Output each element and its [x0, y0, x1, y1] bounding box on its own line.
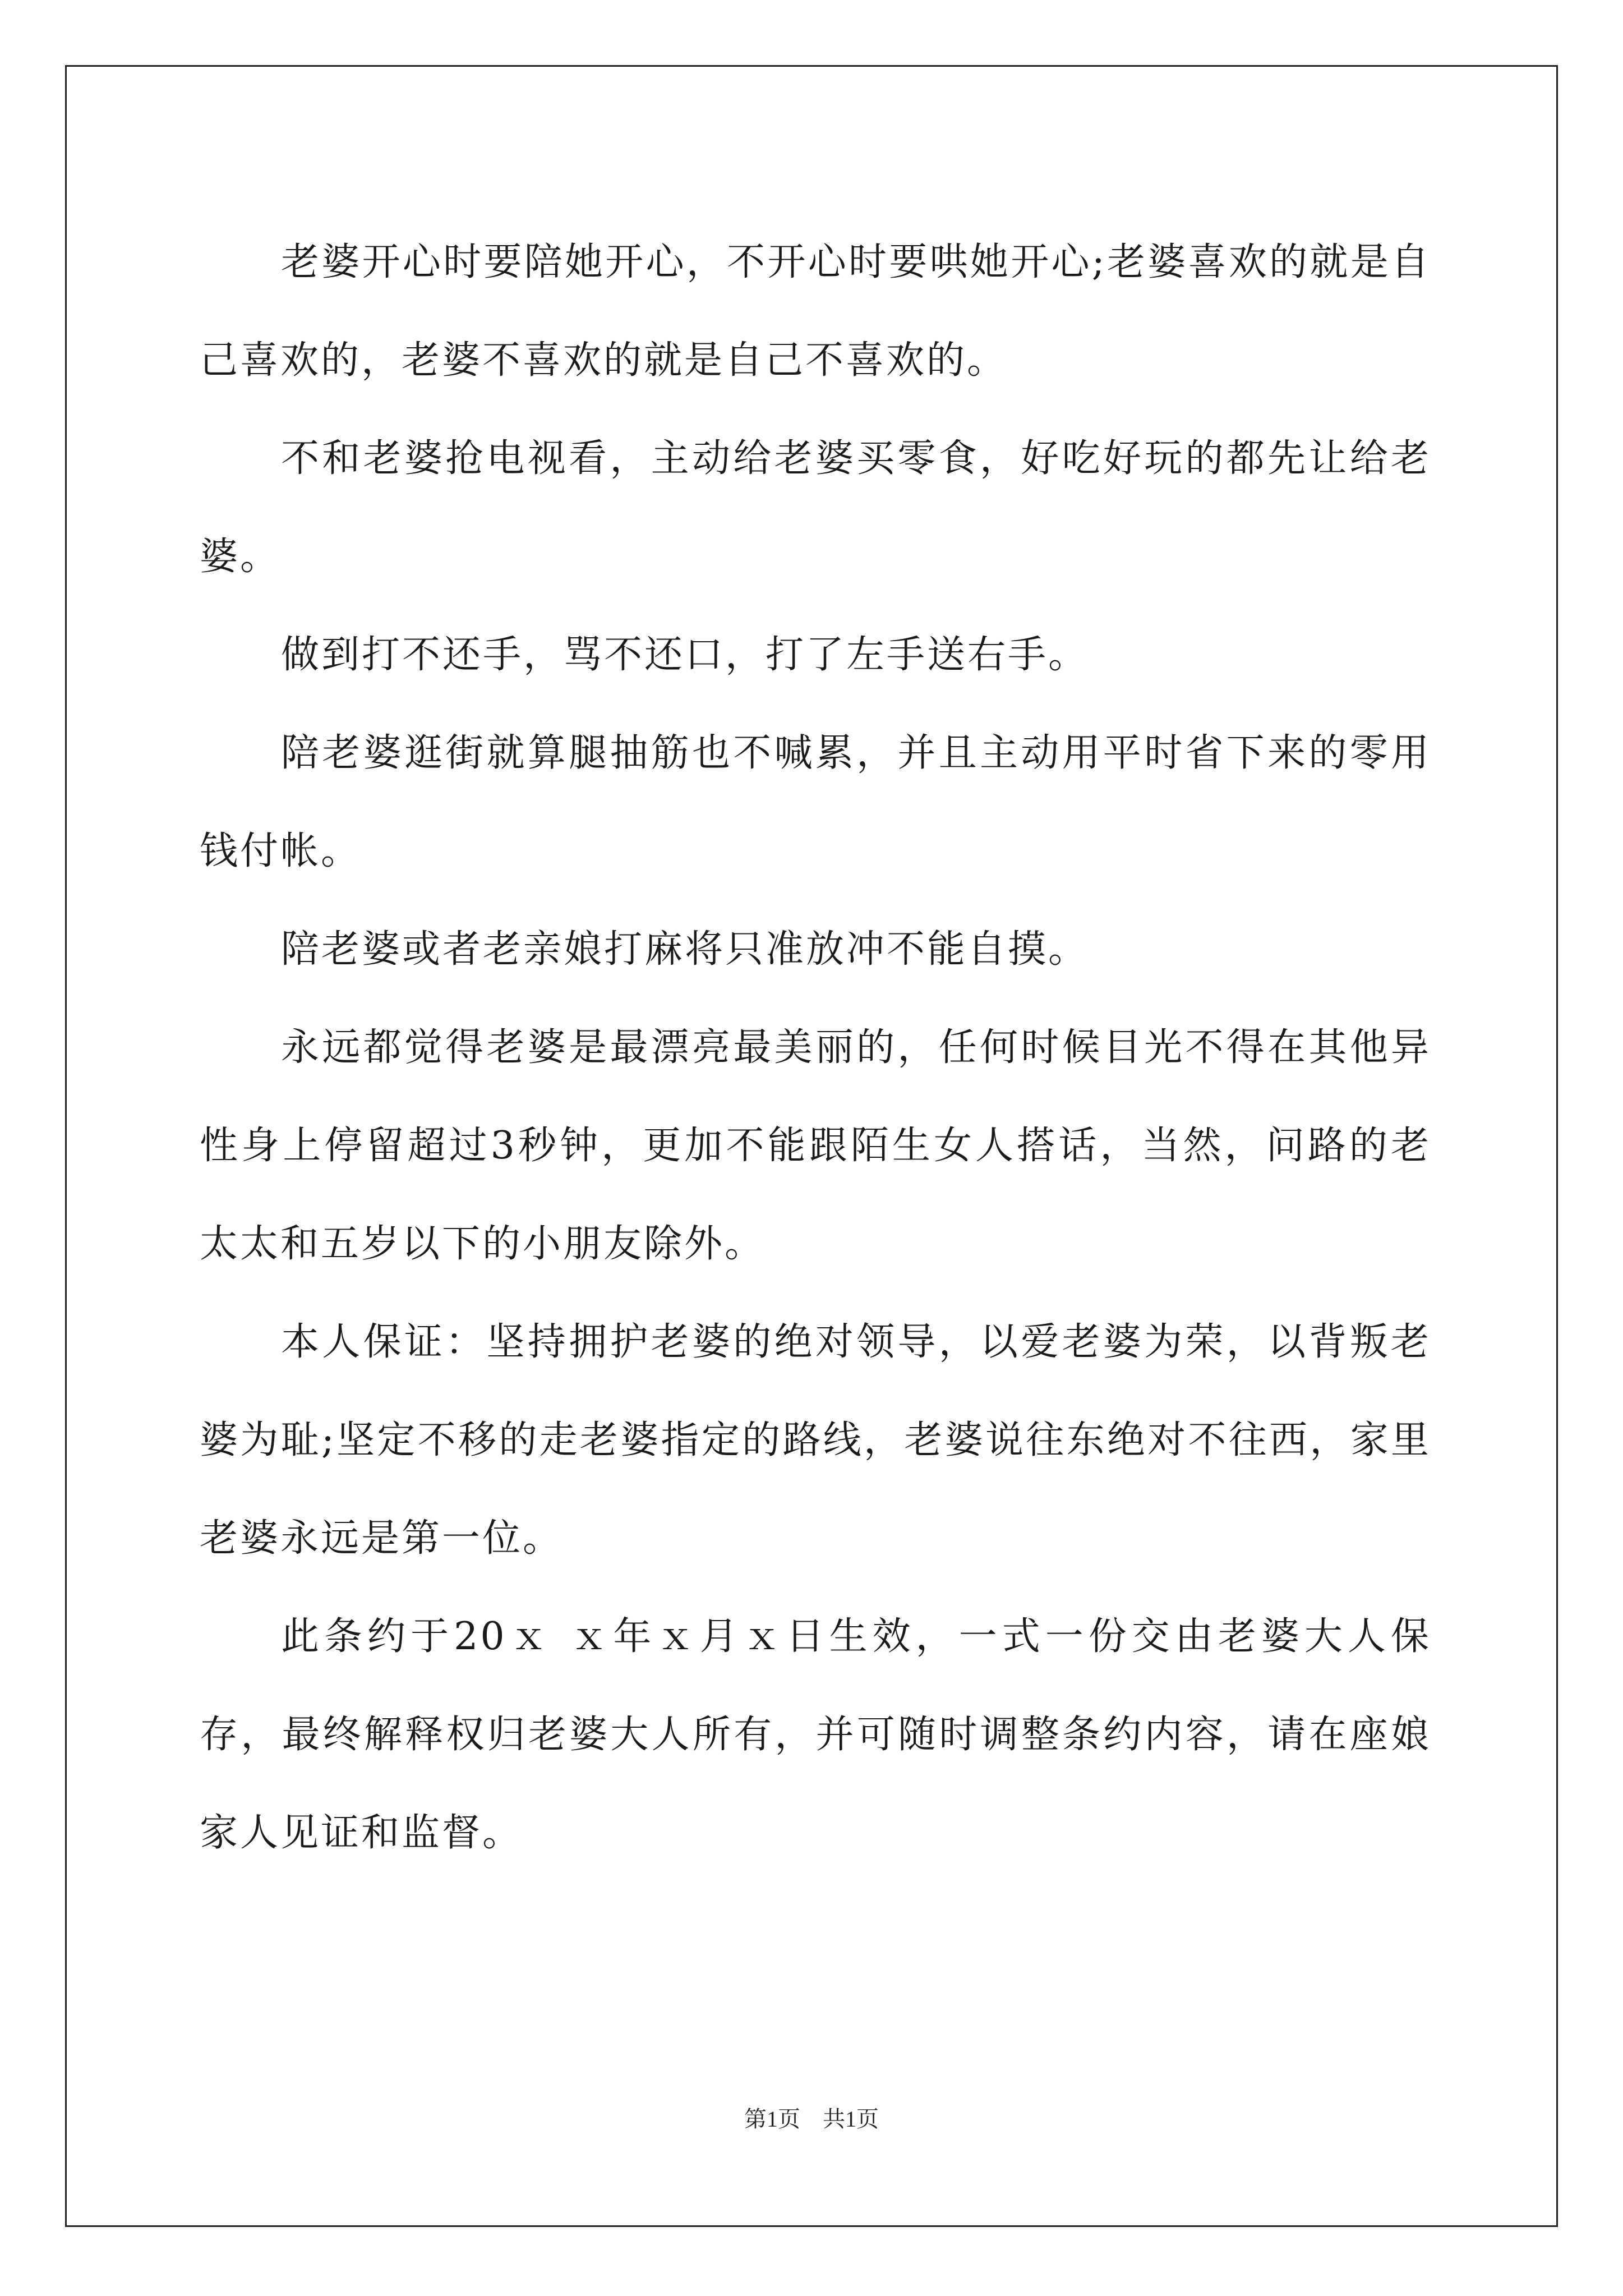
paragraph: 永远都觉得老婆是最漂亮最美丽的，任何时候目光不得在其他异性身上停留超过3秒钟，更加不能跟陌生女人搭话，当然，问路的老太太和五岁以下的小朋友除外。: [200, 1025, 1431, 1266]
paragraph: 陪老婆或者老亲娘打麻将只准放冲不能自摸。: [281, 927, 1089, 972]
paragraph: 陪老婆逛街就算腿抽筋也不喊累，并且主动用平时省下来的零用钱付帐。: [200, 731, 1431, 873]
paragraph: 此条约于20ｘ ｘ年ｘ月ｘ日生效，一式一份交由老婆大人保存，最终解释权归老婆大人所有，并可随时调整条约内容，请在座娘家人见证和监督。: [200, 1614, 1431, 1855]
document-body: [200, 213, 1431, 1882]
paragraph: 本人保证：坚持拥护老婆的绝对领导，以爱老婆为荣，以背叛老婆为耻;坚定不移的走老婆指定的路线，老婆说往东绝对不往西，家里老婆永远是第一位。: [200, 1320, 1431, 1561]
paragraph: 做到打不还手，骂不还口，打了左手送右手。: [281, 633, 1089, 677]
page-number-footer: 第1页 共1页: [744, 2106, 879, 2132]
paragraph: 不和老婆抢电视看，主动给老婆买零食，好吃好玩的都先让给老婆。: [200, 436, 1431, 579]
paragraph: 老婆开心时要陪她开心，不开心时要哄她开心;老婆喜欢的就是自己喜欢的，老婆不喜欢的就是自己不喜欢的。: [200, 240, 1431, 383]
